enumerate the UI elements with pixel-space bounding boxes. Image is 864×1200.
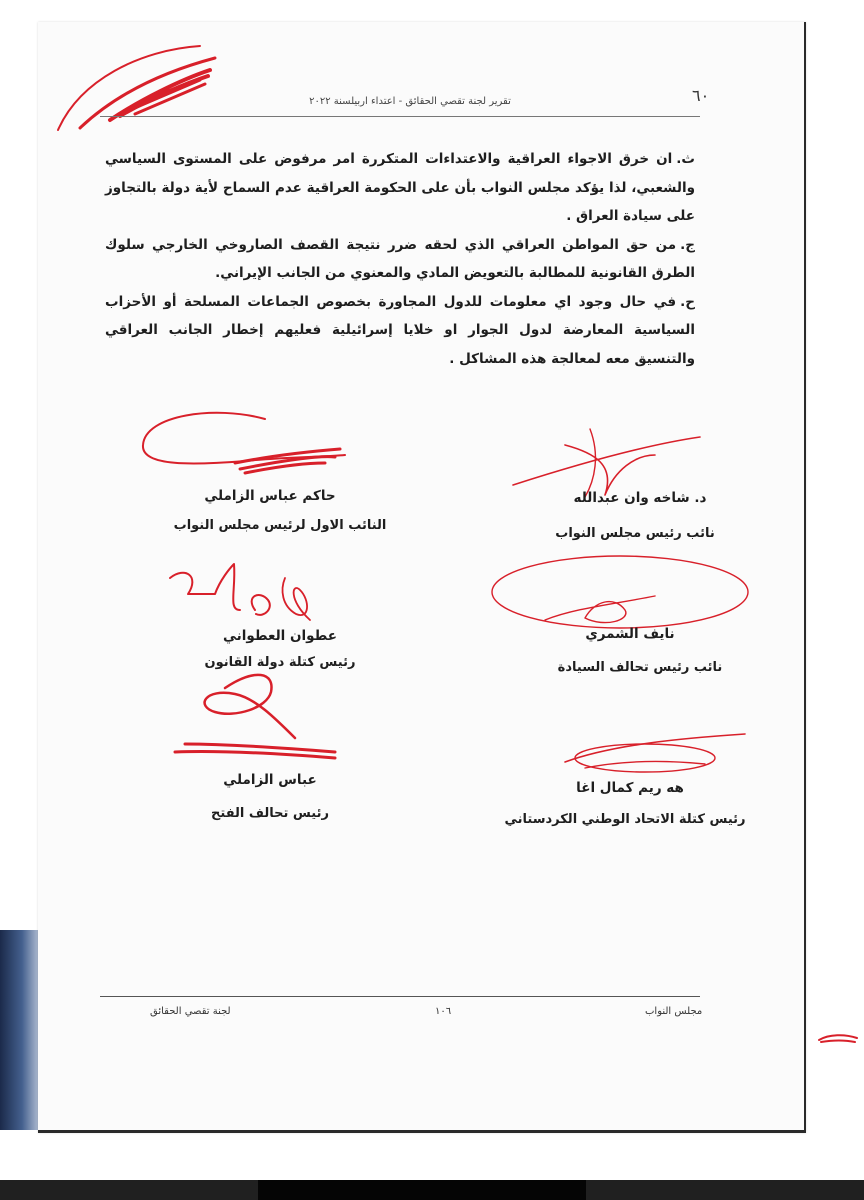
margin-ink-mark [815,1030,861,1048]
signatory-name-1: حاكم عباس الزاملي [204,488,336,504]
signature-4 [485,548,755,638]
signatory-title-4: نائب رئيس تحالف السيادة [557,660,723,675]
signature-5 [145,668,345,768]
signature-1 [135,405,355,485]
signatory-title-6: رئيس كتلة الاتحاد الوطني الكردستاني [504,812,746,827]
signature-6 [555,724,755,784]
bottom-bar [0,1180,864,1200]
header-scribble [50,40,230,140]
paragraph-letter: ث. [676,151,695,167]
header-title: تقرير لجنة تقصي الحقائق - اعتداء اربيلسنة ٢٠٢٢ [309,96,511,107]
paragraph-text: في حال وجود اي معلومات للدول المجاورة بخصوص الجماعات المسلحة أو الأحزاب السياسية المعارضة لدول الجوار او خلايا إسرائيلية فعليهم إخطار الجانب العراقي والتنسيق معه لمعالجة هذه المشاكل . [105,293,695,367]
signatory-name-3: عطوان العطواني [223,628,337,644]
paragraph-text: من حق المواطن العراقي الذي لحقه ضرر نتيجة القصف الصاروخي الخارجي سلوك الطرق القانونية للمطالبة بالتعويض المادي والمعنوي من الجانب الإيراني. [105,236,695,281]
bottom-bar-segment [258,1180,586,1200]
header-mark: ٦٠ [692,86,710,105]
signatory-name-6: هه ريم كمال اغا [576,780,684,796]
footer-left: لجنة تقصي الحقائق [150,1006,231,1017]
footer-divider [100,996,700,997]
signatory-title-1: النائب الاول لرئيس مجلس النواب [173,518,387,533]
footer-center: ١٠٦ [435,1006,452,1017]
paragraph-tha [105,145,695,231]
paragraph-letter: ج. [680,236,695,253]
paragraph-text: ان خرق الاجواء العراقية والاعتداءات المتكررة امر مرفوض على المستوى السياسي والشعبي، لذا يؤكد مجلس النواب بأن على الحكومة العراقية عدم السماح لأية دولة بالتجاوز على سيادة العراق . [105,151,695,224]
paragraph-letter: ح. [680,293,695,310]
background-edge [0,930,40,1130]
signatory-name-4: نايف الشمري [585,626,675,642]
footer-right: مجلس النواب [645,1006,703,1017]
header-divider [100,116,700,117]
body-text [105,145,695,373]
paragraph-haa [105,288,695,374]
signatory-name-5: عباس الزاملي [223,772,317,788]
signatory-title-3: رئيس كتلة دولة القانون [204,655,356,670]
signatory-name-2: د. شاخه وان عبدالله [573,490,707,506]
signatory-title-2: نائب رئيس مجلس النواب [555,526,715,541]
paragraph-jeem [105,231,695,288]
signatory-title-5: رئيس تحالف الفتح [211,806,329,821]
